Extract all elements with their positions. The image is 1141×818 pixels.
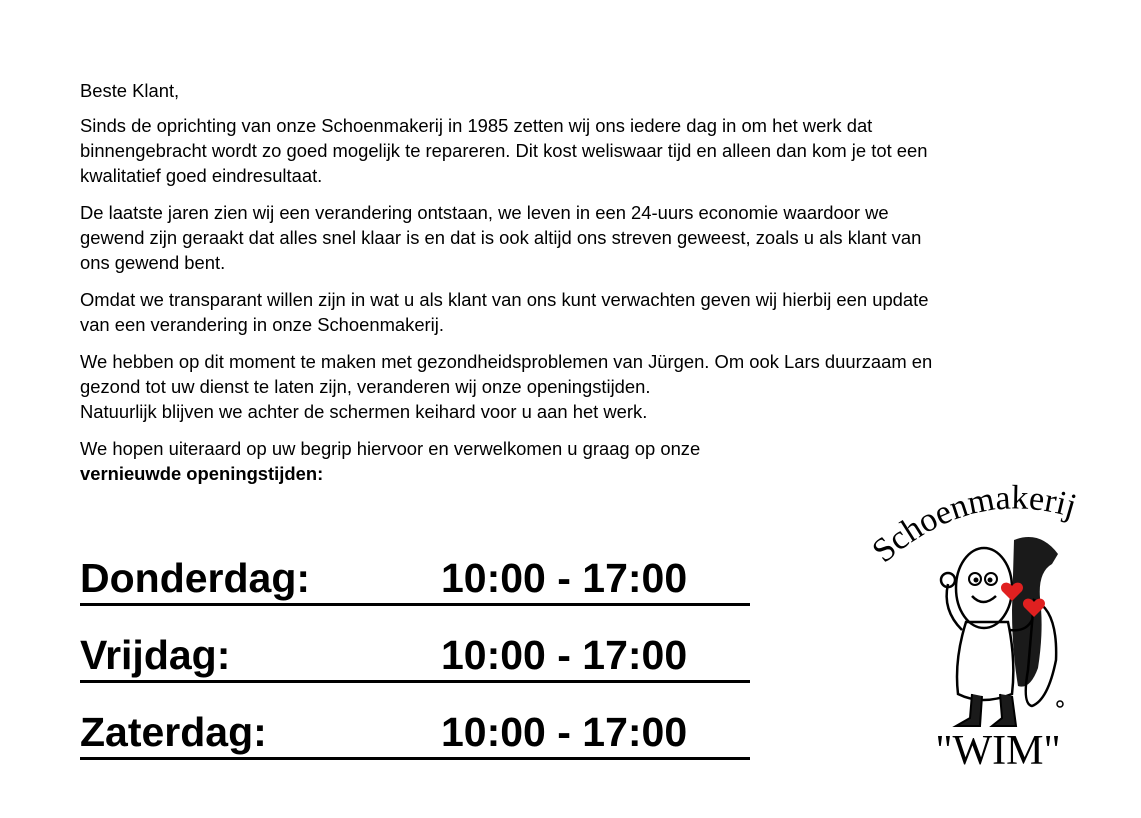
text-line: De laatste jaren zien wij een verandering ontstaan, we leven in een 24-uurs economie waardoor we bbox=[80, 202, 889, 223]
hours-row-thursday bbox=[80, 556, 750, 606]
time-range: 10:00 - 17:00 bbox=[441, 709, 688, 755]
time-range: 10:00 - 17:00 bbox=[441, 632, 688, 678]
hours-row-saturday bbox=[80, 710, 750, 760]
text-line: Sinds de oprichting van onze Schoenmakerij in 1985 zetten wij ons iedere dag in om het werk dat bbox=[80, 115, 873, 136]
logo bbox=[862, 480, 1132, 780]
logo-name-text: "WIM" bbox=[935, 728, 1061, 774]
text-line: We hebben op dit moment te maken met gezondheidsproblemen van Jürgen. Om ook Lars duurzaam en bbox=[80, 351, 933, 372]
paragraph-intro bbox=[80, 113, 1120, 188]
text-line: gezond tot uw dienst te laten zijn, veranderen wij onze openingstijden. bbox=[80, 376, 651, 397]
paragraph-health bbox=[80, 349, 1120, 424]
closing-line: We hopen uiteraard op uw begrip hiervoor en verwelkomen u graag op onze bbox=[80, 438, 701, 459]
text-line: van een verandering in onze Schoenmakerij. bbox=[80, 314, 444, 335]
text-line: binnengebracht wordt zo goed mogelijk te repareren. Dit kost weliswaar tijd en alleen dan kom je tot een bbox=[80, 140, 928, 161]
text-line: kwalitatief goed eindresultaat. bbox=[80, 165, 323, 186]
paragraph-transparency bbox=[80, 287, 1120, 337]
salutation: Beste Klant, bbox=[80, 80, 180, 101]
opening-hours bbox=[80, 556, 750, 787]
text-line: ons gewend bent. bbox=[80, 252, 226, 273]
shoe-mascot-icon bbox=[862, 480, 1132, 780]
letter-body bbox=[80, 78, 1120, 498]
day-label: Zaterdag: bbox=[80, 709, 267, 755]
text-line: Natuurlijk blijven we achter de schermen keihard voor u aan het werk. bbox=[80, 401, 648, 422]
closing-bold: vernieuwde openingstijden: bbox=[80, 463, 324, 484]
day-label: Vrijdag: bbox=[80, 632, 231, 678]
logo-arc-text: Schoenmakerij bbox=[865, 480, 1081, 570]
text-line: gewend zijn geraakt dat alles snel klaar is en dat is ook altijd ons streven geweest, zoals u als klant van bbox=[80, 227, 922, 248]
paragraph-change bbox=[80, 200, 1120, 275]
text-line: Omdat we transparant willen zijn in wat u als klant van ons kunt verwachten geven wij hierbij een update bbox=[80, 289, 929, 310]
time-range: 10:00 - 17:00 bbox=[441, 555, 688, 601]
day-label: Donderdag: bbox=[80, 555, 311, 601]
hours-row-friday bbox=[80, 633, 750, 683]
paragraph-closing bbox=[80, 436, 1120, 486]
